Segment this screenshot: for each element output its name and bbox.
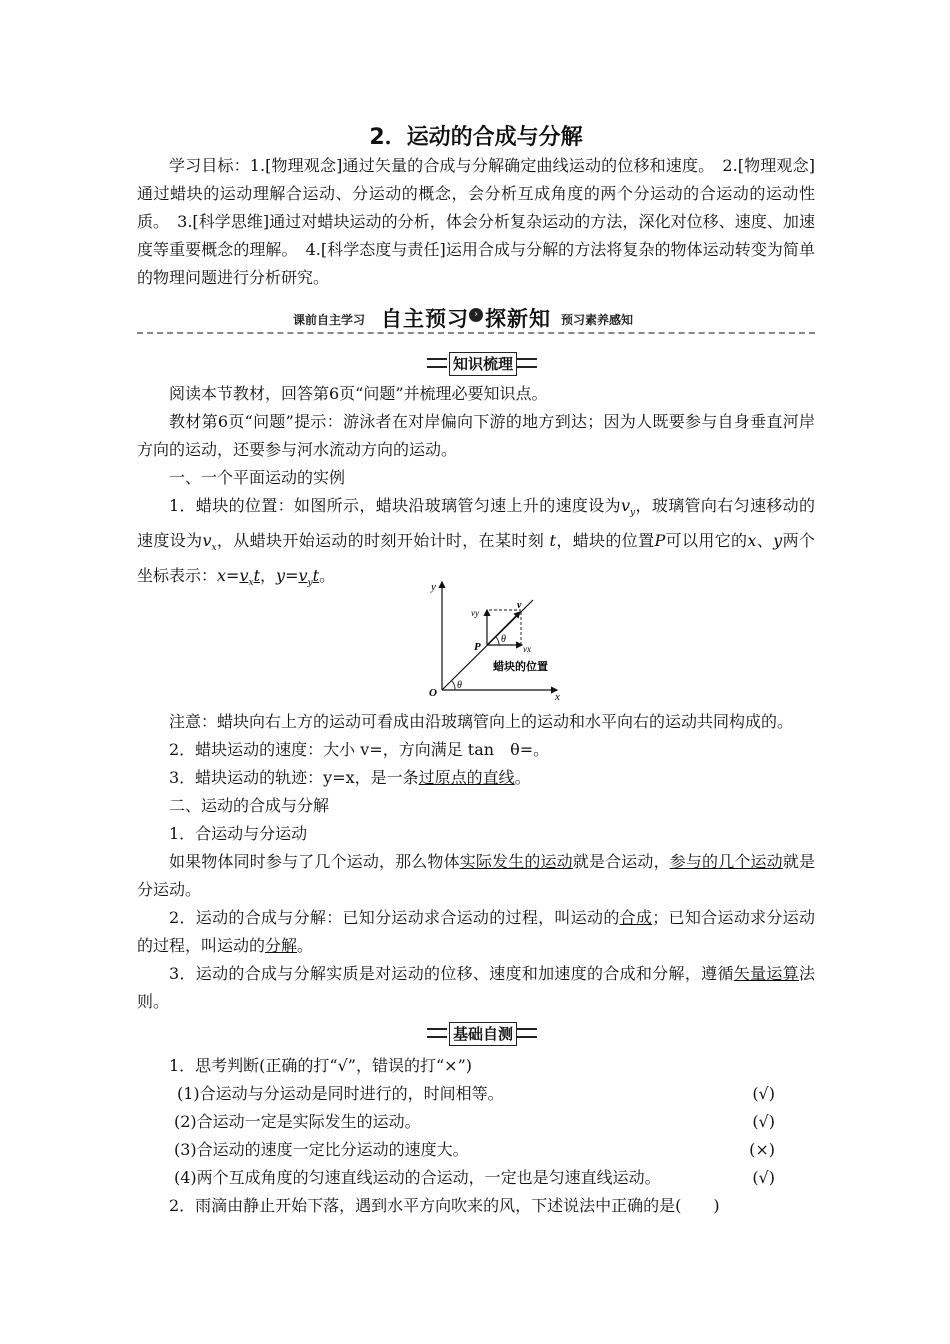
answer-blank: 分解 (265, 936, 298, 955)
judgement-mark: (√) (752, 1168, 775, 1187)
coordinate-diagram (427, 578, 567, 700)
x-axis-label: x (555, 691, 560, 700)
question-2: 2．雨滴由静止开始下落，遇到水平方向吹来的风，下述说法中正确的是( ) (169, 1196, 720, 1215)
answer-blank: 过原点的直线 (418, 768, 515, 787)
heading-ornament-left (427, 358, 447, 368)
point-p-label: P (474, 641, 481, 653)
figure-caption: 蜡块的位置 (493, 660, 548, 673)
answer-blank: 矢量运算 (733, 964, 799, 983)
v-label: v (517, 600, 522, 611)
answer-blank: 实际发生的运动 (459, 852, 573, 871)
section-heading-label: 基础自测 (449, 1022, 517, 1046)
note-paragraph: 注意：蜡块向右上方的运动可看成由沿玻璃管向上的运动和水平向右的运动共同构成的。 (169, 712, 794, 731)
answer-blank: 合成 (619, 908, 653, 927)
banner-right-caption: 预习素养感知 (561, 313, 634, 327)
learning-objectives: 学习目标：1.[物理观念]通过矢量的合成与分解确定曲线运动的位移和速度。 2.[物理观念]通过蜡块的运动理解合运动、分运动的概念，会分析互成角度的两个分运动的合运动的运动性质。 3.[科学思维]通过对蜡块运动的分析，体会分析复杂运动的方法，深化对位移、速度、加速度等重要概念的理解。 4.[科学态度与责任]运用合成与分解的方法将复杂的物体运动转变为简单的物理问题进行分析研究。 (137, 156, 815, 287)
question-1: 1．思考判断(正确的打“√”，错误的打“×”) (169, 1056, 472, 1075)
sub-item-3-paragraph: 3．运动的合成与分解实质是对运动的位移、速度和加速度的合成和分解，遵循矢量运算法则。 (137, 964, 815, 1011)
section-heading-label: 知识梳理 (449, 352, 517, 376)
banner-left-caption: 课前自主学习 (293, 313, 366, 327)
chevron-right-icon: › (469, 308, 483, 322)
heading-ornament-left (427, 1028, 447, 1038)
judgement-mark: (×) (749, 1140, 775, 1159)
origin-label: O (429, 687, 437, 699)
vy-label: vy (471, 608, 479, 618)
item-2-paragraph: 2．蜡块运动的速度：大小 v=，方向满足 tan θ=。 (169, 740, 550, 759)
heading-ornament-right (517, 1028, 537, 1038)
theta-label-lower: θ (457, 680, 462, 691)
banner-title-left: 自主预习 (381, 307, 469, 331)
banner-title-right: 探新知 (485, 307, 551, 331)
subheading-1: 一、一个平面运动的实例 (169, 468, 346, 487)
judgement-mark: (√) (752, 1084, 775, 1103)
intro-paragraph: 阅读本节教材，回答第6页“问题”并梳理必要知识点。 (169, 384, 548, 403)
subheading-2: 二、运动的合成与分解 (169, 796, 330, 815)
item-3-paragraph: 3．蜡块运动的轨迹：y=x，是一条过原点的直线。 (169, 768, 531, 787)
section-banner (137, 302, 815, 334)
sub-item-1: 1．合运动与分运动 (169, 824, 308, 843)
vx-label: vx (523, 644, 531, 654)
judgement-item: (1)合运动与分运动是同时进行的，时间相等。 (√) (137, 1080, 815, 1108)
judgement-item: (4)两个互成角度的匀速直线运动的合运动，一定也是匀速直线运动。 (√) (137, 1164, 815, 1192)
section-heading-knowledge (427, 352, 537, 376)
answer-blank: 参与的几个运动 (669, 852, 783, 871)
item-1-paragraph: 1．蜡块的位置：如图所示，蜡块沿玻璃管匀速上升的速度设为$v_y$，玻璃管向右匀速移动的速度设为$v_x$，从蜡块开始运动的时刻开始计时，在某时刻 t，蜡块的位置P可以用它的x、y两个坐标表示：$x=v_xt$，$y=v_yt$。 (137, 496, 815, 589)
judgement-item: (3)合运动的速度一定比分运动的速度大。 (×) (137, 1136, 815, 1164)
sub-item-1-paragraph: 如果物体同时参与了几个运动，那么物体实际发生的运动就是合运动，参与的几个运动就是分运动。 (137, 852, 815, 899)
judgement-mark: (√) (752, 1112, 775, 1131)
page-title: 2．运动的合成与分解 (369, 125, 583, 150)
y-axis-label: y (431, 581, 436, 593)
section-heading-self-test (427, 1022, 537, 1046)
judgement-item: (2)合运动一定是实际发生的运动。 (√) (137, 1108, 815, 1136)
wax-block-position-figure (427, 578, 567, 700)
hint-paragraph: 教材第6页“问题”提示：游泳者在对岸偏向下游的地方到达；因为人既要参与自身垂直河岸方向的运动，还要参与河水流动方向的运动。 (137, 412, 815, 459)
sub-item-2-paragraph: 2．运动的合成与分解：已知分运动求合运动的过程，叫运动的合成；已知合运动求分运动的过程，叫运动的分解。 (137, 908, 815, 955)
theta-label-upper: θ (501, 634, 506, 645)
heading-ornament-right (517, 358, 537, 368)
